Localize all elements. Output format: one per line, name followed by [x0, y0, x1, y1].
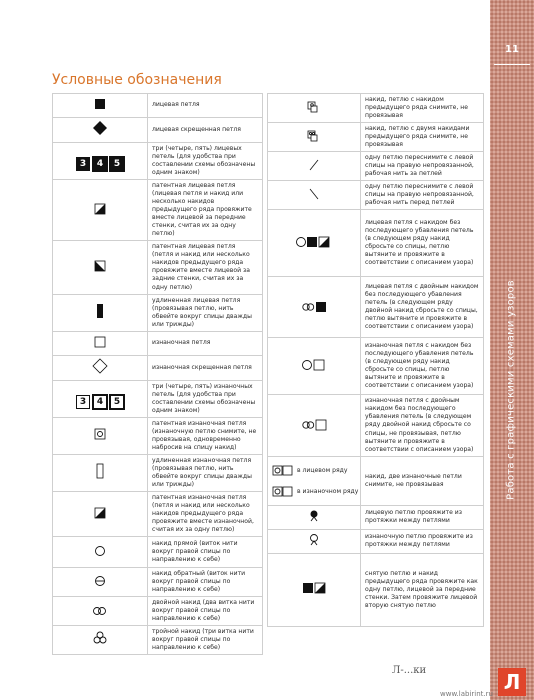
- description-cell: лицевая скрещенная петля: [148, 118, 263, 143]
- legend-table-left: [52, 93, 263, 655]
- legend-row: [268, 529, 484, 553]
- description-cell: изнаночная петля: [148, 331, 263, 355]
- description-cell: накид, петлю с накидом предыдущего ряда снимите, не провязывая: [361, 94, 484, 123]
- symbol-cell: [268, 395, 361, 456]
- description-cell: изнаночную петлю провяжите из протяжки между петлями: [361, 529, 484, 553]
- number-box: 5: [110, 157, 124, 171]
- description-cell: снятую петлю и накид предыдущего ряда провяжите как одну петлю, лицевой за передние стенки. Затем провяжите лицевой вторую снятую петлю: [361, 553, 484, 626]
- publisher-logo: Л: [498, 668, 526, 696]
- symbol-cell: [53, 597, 148, 626]
- watermark-url: www.labirint.ru: [440, 690, 493, 698]
- handwritten-note: Л-...ки: [392, 665, 427, 676]
- description-cell: тройной накид (три витка нити вокруг правой спицы по направлению к себе): [148, 626, 263, 655]
- symbol-cell: [53, 380, 148, 417]
- number-box: 4: [93, 395, 107, 409]
- symbol-cell: [268, 123, 361, 152]
- description-cell: двойной накид (два витка нити вокруг правой спицы по направлению к себе): [148, 597, 263, 626]
- number-box: 3: [76, 157, 90, 171]
- legend-row: [53, 568, 263, 597]
- circle-icon: [93, 543, 107, 562]
- face-row-label: в лицевом ряду: [297, 466, 348, 474]
- legend-row: [53, 331, 263, 355]
- symbol-cell: [53, 568, 148, 597]
- description-cell: накид прямой (виток нити вокруг правой спицы по направлению к себе): [148, 537, 263, 568]
- legend-row: [268, 94, 484, 123]
- description-cell: одну петлю переснимите с левой спицы на правую непровязанной, рабочая нить за петлей: [361, 152, 484, 181]
- elongated-empty-rect-icon: [95, 463, 105, 483]
- empty-square-icon: [93, 334, 107, 353]
- slash-left-icon: [307, 186, 321, 205]
- description-cell: изнаночная петля с двойным накидом без последующего убавления петель (в следующем ряду двойной накид сбросьте со спицы, не провязывая, петлю вытяните и провяжите в соответствии с описанием узора): [361, 395, 484, 456]
- legend-row: [268, 123, 484, 152]
- number-boxes-solid-icon: [76, 157, 124, 171]
- loop-with-yarnover-icon: [306, 99, 322, 118]
- legend-row: [53, 454, 263, 491]
- diagonal-half-square-icon: [93, 505, 107, 524]
- symbol-cell: [53, 180, 148, 241]
- triple-circle-icon: [92, 630, 108, 650]
- page-title: Условные обозначения: [52, 72, 222, 88]
- number-box: 5: [110, 395, 124, 409]
- description-cell: изнаночная скрещенная петля: [148, 355, 263, 380]
- description-cell: патентная лицевая петля (петля и накид или несколько накидов предыдущего ряда провяжите вместе лицевой за задние стенки, считая их за одну петлю): [148, 241, 263, 294]
- empty-knot-icon: [307, 532, 321, 551]
- solid-knot-icon: [307, 508, 321, 527]
- description-cell: лицевая петля с двойным накидом без последующего убавления петель (в следующем ряду двойной накид сбросьте со спицы, петлю вытяните и провяжите в соответствии с описанием узора): [361, 277, 484, 338]
- symbol-cell: [268, 456, 361, 505]
- symbol-cell: [53, 537, 148, 568]
- legend-row: [53, 118, 263, 143]
- description-cell: лицевая петля: [148, 94, 263, 118]
- double-circle-icon: [91, 602, 109, 621]
- description-cell: лицевую петлю провяжите из протяжки между петлями: [361, 505, 484, 529]
- purl-row-label: в изнаночном ряду: [297, 487, 359, 495]
- legend-row: [53, 180, 263, 241]
- number-box: 3: [76, 395, 90, 409]
- square-with-circle-icon: [93, 426, 107, 445]
- solid-square-icon: [93, 96, 107, 115]
- symbol-cell: [268, 181, 361, 210]
- mixed-row-symbols: [272, 461, 359, 501]
- symbol-cell: [53, 331, 148, 355]
- legend-row: [268, 553, 484, 626]
- legend-row: [53, 294, 263, 331]
- description-cell: три (четыре, пять) изнаночных петель (для удобства при составлении схемы обозначены одним знаком): [148, 380, 263, 417]
- loop-with-two-yarnovers-icon: [306, 128, 322, 147]
- description-cell: удлиненная изнаночная петля (провязывая петлю, нить обвейте вокруг спицы дважды или трижды): [148, 454, 263, 491]
- symbol-cell: [53, 417, 148, 454]
- legend-row: [53, 626, 263, 655]
- solid-diamond-icon: [92, 120, 108, 140]
- symbol-cell: [53, 241, 148, 294]
- circle-solid-square-group-icon: [295, 234, 333, 253]
- chapter-side-title: Работа с графическими схемами узоров: [505, 280, 517, 500]
- description-cell: патентная изнаночная петля (петля и накид или несколько накидов предыдущего ряда провяжите вместе изнаночной, считая их за одну петлю): [148, 492, 263, 537]
- slash-right-icon: [307, 157, 321, 176]
- number-box: 4: [93, 157, 107, 171]
- face-row-icon: [272, 461, 294, 480]
- symbol-cell: [53, 626, 148, 655]
- description-cell: удлиненная лицевая петля (провязывая петлю, нить обвейте вокруг спицы дважды или трижды): [148, 294, 263, 331]
- legend-row: [53, 94, 263, 118]
- circle-with-line-icon: [93, 573, 107, 592]
- empty-diamond-icon: [92, 358, 108, 378]
- symbol-cell: [268, 94, 361, 123]
- half-filled-square-icon: [93, 201, 107, 220]
- page-number: 11: [505, 44, 519, 55]
- number-boxes-outline-icon: [76, 395, 124, 409]
- symbol-cell: [268, 553, 361, 626]
- symbol-cell: [53, 143, 148, 180]
- side-divider: [494, 64, 530, 65]
- legend-row: [53, 380, 263, 417]
- description-cell: патентная лицевая петля (лицевая петля и накид или несколько накидов предыдущего ряда провяжите вместе лицевой за передние стенки, считая их за одну петлю): [148, 180, 263, 241]
- description-cell: одну петлю переснимите с левой спицы на правую непровязанной, рабочая нить перед петлей: [361, 181, 484, 210]
- description-cell: накид, две изнаночные петли снимите, не провязывая: [361, 456, 484, 505]
- legend-table-right: [267, 93, 484, 627]
- elongated-solid-rect-icon: [95, 303, 105, 323]
- legend-row: [53, 417, 263, 454]
- legend-row: [53, 355, 263, 380]
- legend-row: [268, 395, 484, 456]
- description-cell: лицевая петля с накидом без последующего убавления петель (в следующем ряду накид сбросьте со спицы, петлю вытяните и провяжите в соответствии с описанием узора): [361, 210, 484, 277]
- description-cell: изнаночная петля с накидом без последующего убавления петель (в следующем ряду накид сбросьте со спицы, петлю вытяните и провяжите в соответствии с описанием узора): [361, 338, 484, 395]
- half-filled-square-alt-icon: [93, 258, 107, 277]
- legend-row: [268, 338, 484, 395]
- description-cell: патентная изнаночная петля (изнаночную петлю снимите, не провязывая, одновременно набросив на спицу накид): [148, 417, 263, 454]
- legend-row: [268, 505, 484, 529]
- symbol-cell: [53, 294, 148, 331]
- double-circle-empty-square-icon: [301, 416, 327, 435]
- legend-row: [53, 492, 263, 537]
- symbol-cell: [268, 277, 361, 338]
- symbol-cell: [268, 338, 361, 395]
- legend-row: [268, 181, 484, 210]
- circle-empty-square-icon: [301, 357, 327, 376]
- symbol-cell: [268, 210, 361, 277]
- legend-row: [268, 277, 484, 338]
- description-cell: накид обратный (виток нити вокруг правой спицы по направлению к себе): [148, 568, 263, 597]
- legend-row: [268, 456, 484, 505]
- solid-and-half-square-icon: [301, 580, 327, 599]
- legend-row: [53, 143, 263, 180]
- symbol-cell: [268, 505, 361, 529]
- legend-row: [53, 537, 263, 568]
- legend-row: [268, 152, 484, 181]
- symbol-cell: [53, 118, 148, 143]
- legend-row: [268, 210, 484, 277]
- legend-row: [53, 241, 263, 294]
- symbol-cell: [53, 492, 148, 537]
- description-cell: накид, петлю с двумя накидами предыдущего ряда снимите, не провязывая: [361, 123, 484, 152]
- symbol-cell: [53, 355, 148, 380]
- purl-row-icon: [272, 482, 294, 501]
- description-cell: три (четыре, пять) лицевых петель (для удобства при составлении схемы обозначены одним знаком): [148, 143, 263, 180]
- legend-row: [53, 597, 263, 626]
- symbol-cell: [53, 94, 148, 118]
- double-circle-solid-square-icon: [301, 298, 327, 317]
- symbol-cell: [268, 152, 361, 181]
- symbol-cell: [53, 454, 148, 491]
- symbol-cell: [268, 529, 361, 553]
